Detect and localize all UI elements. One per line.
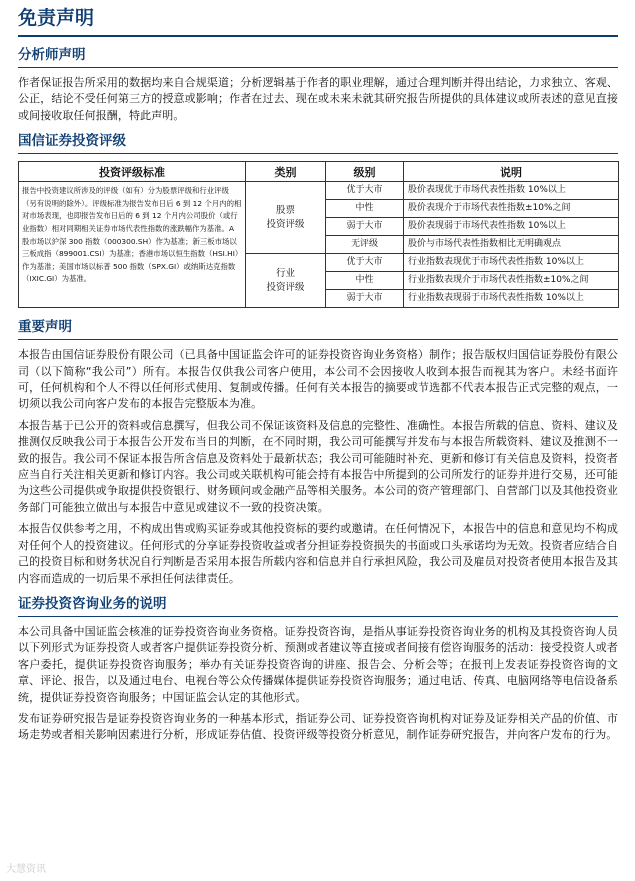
- consulting-paragraph: 发布证券研究报告是证券投资咨询业务的一种基本形式，指证券公司、证券投资咨询机构对证券及证券相关产品的价值、市场走势或者相关影响因素进行分析，形成证券估值、投资评级等投资分析意见，制作证券研究报告，并向客户发布的行为。: [18, 711, 618, 742]
- analyst-heading: 分析师声明: [18, 47, 86, 63]
- header-level: 级别: [326, 162, 404, 182]
- category-label: 行业 投资评级: [266, 267, 305, 293]
- header-standard: 投资评级标准: [19, 162, 246, 182]
- rating-standard-text: 报告中投资建议所涉及的评级（如有）分为股票评级和行业评级（另有说明的除外）。评级标准为报告发布日后 6 到 12 个月内的相对市场表现，也即报告发布日后的 6 到 12 个月内公司股价（或行业指数）相对同期相关证券市场代表性指数的涨跌幅作为基准。A 股市场以沪深 300 指数（000300.SH）作为基准；新三板市场以三板成指（899001.CSI）为基准；香港市场以恒生指数（HSI.HI）作为基准；美国市场以标普 500 指数（SPX.GI）或纳斯达克指数（IXIC.GI）为基准。: [19, 182, 246, 308]
- consulting-heading: 证券投资咨询业务的说明: [18, 595, 167, 612]
- rating-desc: 股价与市场代表性指数相比无明确观点: [404, 236, 619, 254]
- rating-level: 弱于大市: [326, 290, 404, 308]
- header-description: 说明: [404, 162, 619, 182]
- page-title: 免责声明: [18, 7, 95, 29]
- section-divider: [18, 339, 618, 340]
- disclaimer-page: [18, 6, 618, 749]
- table-header-row: [19, 162, 619, 182]
- important-paragraph: 本报告仅供参考之用，不构成出售或购买证券或其他投资标的要约或邀请。在任何情况下，本报告中的信息和意见均不构成对任何个人的投资建议。任何形式的分享证券投资收益或者分担证券投资损失的书面或口头承诺均为无效。投资者应结合自己的投资目标和财务状况自行判断是否采用本报告所载内容和信息并自行承担风险，我公司及雇员对投资者使用本报告及其内容而造成的一切后果不承担任何法律责任。: [18, 522, 618, 585]
- rating-desc: 股价表现弱于市场代表性指数 10%以上: [404, 218, 619, 236]
- rating-level: 中性: [326, 272, 404, 290]
- section-divider: [18, 153, 618, 154]
- important-heading: 重要声明: [18, 319, 72, 336]
- title-divider: [18, 35, 618, 37]
- rating-level: 优于大市: [326, 254, 404, 272]
- header-category: 类别: [246, 162, 326, 182]
- watermark-logo: 大慧资讯: [6, 864, 46, 875]
- rating-level: 弱于大市: [326, 218, 404, 236]
- analyst-text: 作者保证报告所采用的数据均来自合规渠道；分析逻辑基于作者的职业理解，通过合理判断并得出结论，力求独立、客观、公正，结论不受任何第三方的授意或影响；作者在过去、现在或未来未就其研究报告所提供的具体建议或所表述的意见直接或间接收取任何报酬，特此声明。: [18, 76, 618, 122]
- important-paragraph: 本报告由国信证券股份有限公司（已具备中国证监会许可的证券投资咨询业务资格）制作；报告版权归国信证券股份有限公司（以下简称“我公司”）所有。本报告仅供我公司客户使用，本公司不会因接收人收到本报告而视其为客户。未经书面许可，任何机构和个人不得以任何形式使用、复制或传播。任何有关本报告的摘要或节选都不代表本报告正式完整的观点，一切须以我公司向客户发布的本报告完整版本为准。: [18, 348, 618, 411]
- rating-desc: 行业指数表现优于市场代表性指数 10%以上: [404, 254, 619, 272]
- rating-level: 中性: [326, 200, 404, 218]
- category-label: 股票 投资评级: [266, 204, 305, 230]
- rating-level: 无评级: [326, 236, 404, 254]
- rating-desc: 股价表现优于市场代表性指数 10%以上: [404, 182, 619, 200]
- consulting-paragraph: 本公司具备中国证监会核准的证券投资咨询业务资格。证券投资咨询，是指从事证券投资咨询业务的机构及其投资咨询人员以下列形式为证券投资人或者客户提供证券投资分析、预测或者建议等直接或者间接有偿咨询服务的活动：接受投资人或者客户委托，提供证券投资咨询服务；举办有关证券投资咨询的讲座、报告会、分析会等；在报刊上发表证券投资咨询的文章、评论、报告，以及通过电台、电视台等公众传播媒体提供证券投资咨询服务；通过电话、传真、电脑网络等电信设备系统，提供证券投资咨询服务；中国证监会认定的其他形式。: [18, 624, 618, 704]
- table-row: [19, 182, 619, 200]
- section-divider: [18, 616, 618, 617]
- stock-rating-category: [246, 182, 326, 254]
- section-divider: [18, 67, 618, 68]
- industry-rating-category: [246, 254, 326, 308]
- rating-heading: 国信证券投资评级: [18, 133, 126, 150]
- important-paragraph: 本报告基于已公开的资料或信息撰写，但我公司不保证该资料及信息的完整性、准确性。本报告所载的信息、资料、建议及推测仅反映我公司于本报告公开发布当日的判断，在不同时期，我公司可能撰写并发布与本报告所载资料、建议及推测不一致的报告。我公司不保证本报告所含信息及资料处于最新状态；我公司可能随时补充、更新和修订有关信息及资料，投资者应当自行关注相关更新和修订内容。我公司或关联机构可能会持有本报告中所提到的公司所发行的证券并进行交易，还可能为这些公司提供或争取提供投资银行、财务顾问或金融产品等相关服务。本公司的资产管理部门、自营部门以及其他投资业务部门可能独立做出与本报告中意见或建议不一致的投资决策。: [18, 418, 618, 514]
- rating-desc: 行业指数表现弱于市场代表性指数 10%以上: [404, 290, 619, 308]
- rating-level: 优于大市: [326, 182, 404, 200]
- rating-desc: 行业指数表现介于市场代表性指数±10%之间: [404, 272, 619, 290]
- rating-desc: 股价表现介于市场代表性指数±10%之间: [404, 200, 619, 218]
- rating-table: [18, 161, 619, 308]
